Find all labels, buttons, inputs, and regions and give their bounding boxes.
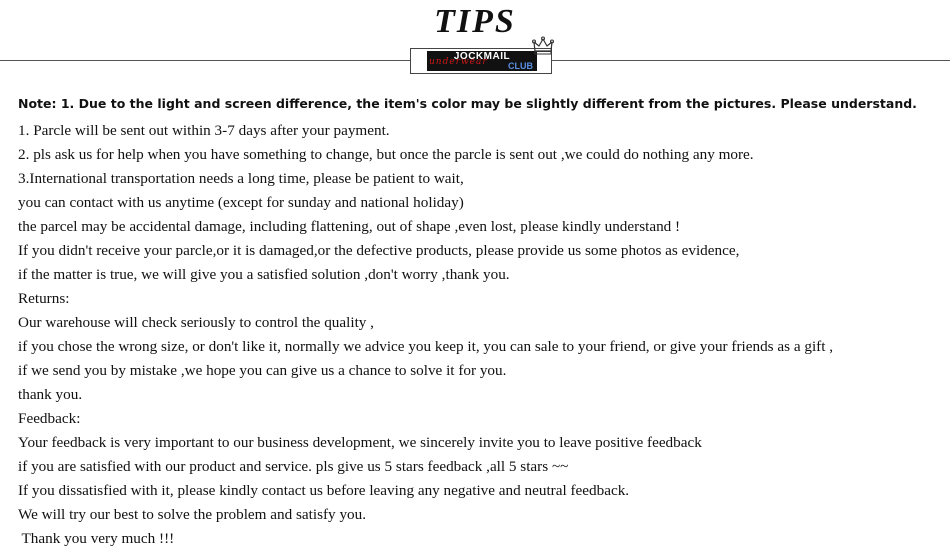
divider-right bbox=[552, 60, 950, 61]
logo-club-text: CLUB bbox=[508, 61, 533, 71]
tip-line: you can contact with us anytime (except for sunday and national holiday) bbox=[18, 194, 464, 211]
closing-line: Thank you very much !!! bbox=[18, 530, 175, 547]
note-text: Note: 1. Due to the light and screen difference, the item's color may be slightly different from the pictures. Please understand. bbox=[18, 96, 917, 111]
tip-line: If you dissatisfied with it, please kindly contact us before leaving any negative and neutral feedback. bbox=[18, 482, 630, 499]
tip-line: 2. pls ask us for help when you have something to change, but once the parcle is sent out ,we could do nothing any more. bbox=[18, 146, 754, 163]
page-title: TIPS bbox=[434, 3, 516, 40]
feedback-heading: Feedback: bbox=[18, 410, 81, 427]
tip-line: 1. Parcle will be sent out within 3-7 days after your payment. bbox=[18, 122, 390, 139]
brand-logo bbox=[427, 51, 537, 71]
tip-line: if the matter is true, we will give you a satisfied solution ,don't worry ,thank you. bbox=[18, 266, 510, 283]
tip-line: 3.International transportation needs a long time, please be patient to wait, bbox=[18, 170, 464, 187]
tip-line: Your feedback is very important to our business development, we sincerely invite you to leave positive feedback bbox=[18, 434, 702, 451]
crown-icon bbox=[532, 36, 554, 56]
header bbox=[0, 0, 950, 90]
tip-line: thank you. bbox=[18, 386, 83, 403]
tip-line: If you didn't receive your parcle,or it is damaged,or the defective products, please provide us some photos as evidence, bbox=[18, 242, 740, 259]
tips-list bbox=[18, 119, 943, 551]
tip-line: Our warehouse will check seriously to control the quality , bbox=[18, 314, 374, 331]
divider-left bbox=[0, 60, 410, 61]
logo-script-text: underwear bbox=[429, 57, 488, 67]
returns-heading: Returns: bbox=[18, 290, 70, 307]
tip-line: if you chose the wrong size, or don't like it, normally we advice you keep it, you can sale to your friend, or give your friends as a gift , bbox=[18, 338, 834, 355]
logo-main-text: JOCKMAIL bbox=[453, 51, 511, 62]
logo-frame bbox=[410, 48, 552, 74]
tip-line: We will try our best to solve the problem and satisfy you. bbox=[18, 506, 367, 523]
tip-line: if we send you by mistake ,we hope you can give us a chance to solve it for you. bbox=[18, 362, 507, 379]
tip-line: the parcel may be accidental damage, including flattening, out of shape ,even lost, please kindly understand ! bbox=[18, 218, 681, 235]
tip-line: if you are satisfied with our product and service. pls give us 5 stars feedback ,all 5 stars ~~ bbox=[18, 458, 569, 475]
